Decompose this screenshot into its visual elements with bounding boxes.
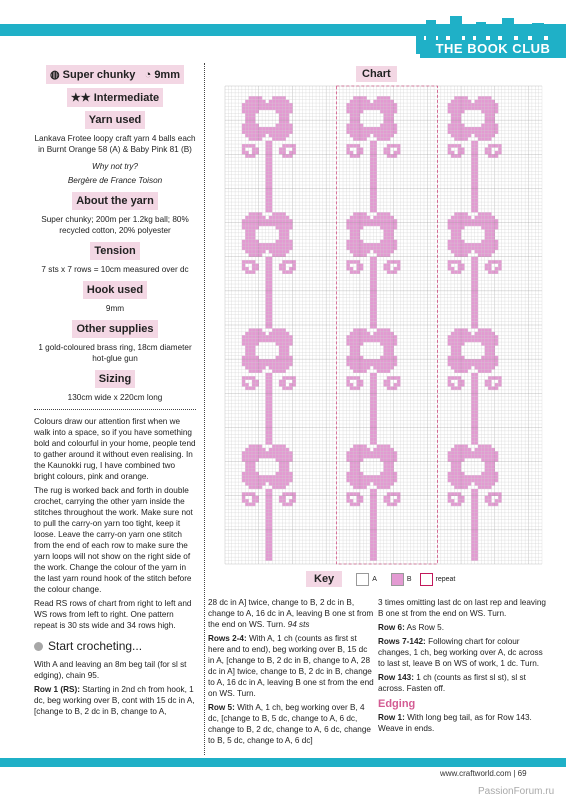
weight-badge: ◍ Super chunky ◔ 9mm bbox=[46, 65, 184, 84]
yarn-used-heading: Yarn used bbox=[85, 111, 146, 129]
about-yarn-text: Super chunky; 200m per 1.2kg ball; 80% recycled cotton, 20% polyester bbox=[41, 215, 189, 235]
key-swatch-a bbox=[356, 573, 369, 586]
tension-text: 7 sts x 7 rows = 10cm measured over dc bbox=[41, 265, 189, 274]
hook-heading: Hook used bbox=[83, 281, 147, 299]
key-swatch-repeat bbox=[420, 573, 433, 586]
pattern-info bbox=[34, 65, 196, 720]
chart-title: Chart bbox=[356, 66, 397, 82]
level-badge: ★★ Intermediate bbox=[67, 88, 163, 107]
watermark: PassionForum.ru bbox=[478, 786, 555, 797]
key-label-b: B bbox=[406, 575, 412, 583]
brand-title: THE BOOK CLUB bbox=[420, 40, 566, 58]
tension-heading: Tension bbox=[90, 242, 139, 260]
about-yarn-heading: About the yarn bbox=[72, 192, 158, 210]
column-divider bbox=[204, 63, 205, 755]
instructions-col3: 3 times omitting last dc on last rep and leaving B one st from the end on WS. Turn. Row 6: As Row 5. Rows 7-142: Following chart for colour changes, 1 ch, beg working over A, dc across to last st, leave B on WS of work, 1 dc. Turn. Row 143: 1 ch (counts as first sl st), sl st across. Fasten off. Edging Row 1: With long beg tail, as for Row 143. Weave in ends. bbox=[378, 598, 546, 733]
footer-text: www.craftworld.com | 69 bbox=[440, 769, 527, 778]
site-link[interactable]: www.craftworld.com bbox=[440, 769, 512, 778]
hook-icon: ◔ bbox=[144, 69, 152, 81]
bullet-icon bbox=[34, 642, 43, 651]
supplies-heading: Other supplies bbox=[72, 320, 157, 338]
key-label-repeat: repeat bbox=[435, 575, 456, 583]
key-label-a: A bbox=[372, 575, 377, 583]
divider bbox=[34, 409, 196, 410]
instructions-col2: 28 dc in A] twice, change to B, 2 dc in B, change to A, 16 dc in A, leaving B one st from the end on WS. Turn. 94 sts Rows 2-4: With A, 1 ch (counts as first st here and to end), beg working over B, 15 dc in A, [change to B, 2 dc in B, change to A, 28 dc in A] twice, change to B, 2 dc in B, change to A, 16 dc in A, leaving B one st from the end on WS. Turn. Row 5: With A, 1 ch, beg working over B, 4 dc, [change to B, 5 dc, change to A, 6 dc, change to B, 2 dc, change to A, 6 dc, change to B, 5 dc, change to A, 6 dc] bbox=[208, 598, 374, 745]
intro-text: Colours draw our attention first when we walk into a space, so if you have something bold and colourful in your home, people tend to gather around it without even realising. In the Kaunokki rug, I have combined two bright colours, pink and orange. The rug is worked back and forth in double crochet, carrying the other yarn inside the stitches throughout the work. Make sure not to pull the carry-on yarn too tight, keep it loose. Leave the carry-on yarn one stitch from the end of each row to make sure the yarn loops will not show on the right side of the work. Change the colour of the yarn in the last yarn round hook of the stitch before the colour change. Read RS rows of chart from right to left and WS rows from left to right. One pattern repeat is 30 sts wide and 34 rows high. bbox=[34, 417, 196, 630]
chart-key bbox=[306, 571, 455, 587]
hook-text: 9mm bbox=[105, 304, 125, 313]
start-text: With A and leaving an 8m beg tail (for sl st edging), chain 95. Row 1 (RS): Starting in 2nd ch from hook, 1 dc, beg working over B, cont with 15 dc in A, [change to B, 2 dc in B, change to A, bbox=[34, 660, 195, 716]
edging-heading: Edging bbox=[378, 698, 416, 710]
start-heading: Start crocheting... bbox=[34, 639, 196, 653]
sizing-heading: Sizing bbox=[95, 370, 135, 388]
crochet-chart bbox=[213, 82, 546, 568]
yarn-used-text: Lankava Frotee loopy craft yarn 4 balls each in Burnt Orange 58 (A) & Baby Pink 81 (B) Why not try? Bergère de France Toison bbox=[34, 134, 196, 185]
sizing-text: 130cm wide x 220cm long bbox=[67, 393, 163, 402]
yarn-ball-icon: ◍ bbox=[50, 69, 60, 81]
page-number: 69 bbox=[517, 769, 527, 778]
key-swatch-b bbox=[391, 573, 404, 586]
footer-bar bbox=[0, 758, 566, 767]
key-label: Key bbox=[306, 571, 342, 587]
supplies-text: 1 gold-coloured brass ring, 18cm diameter hot-glue gun bbox=[38, 343, 192, 363]
